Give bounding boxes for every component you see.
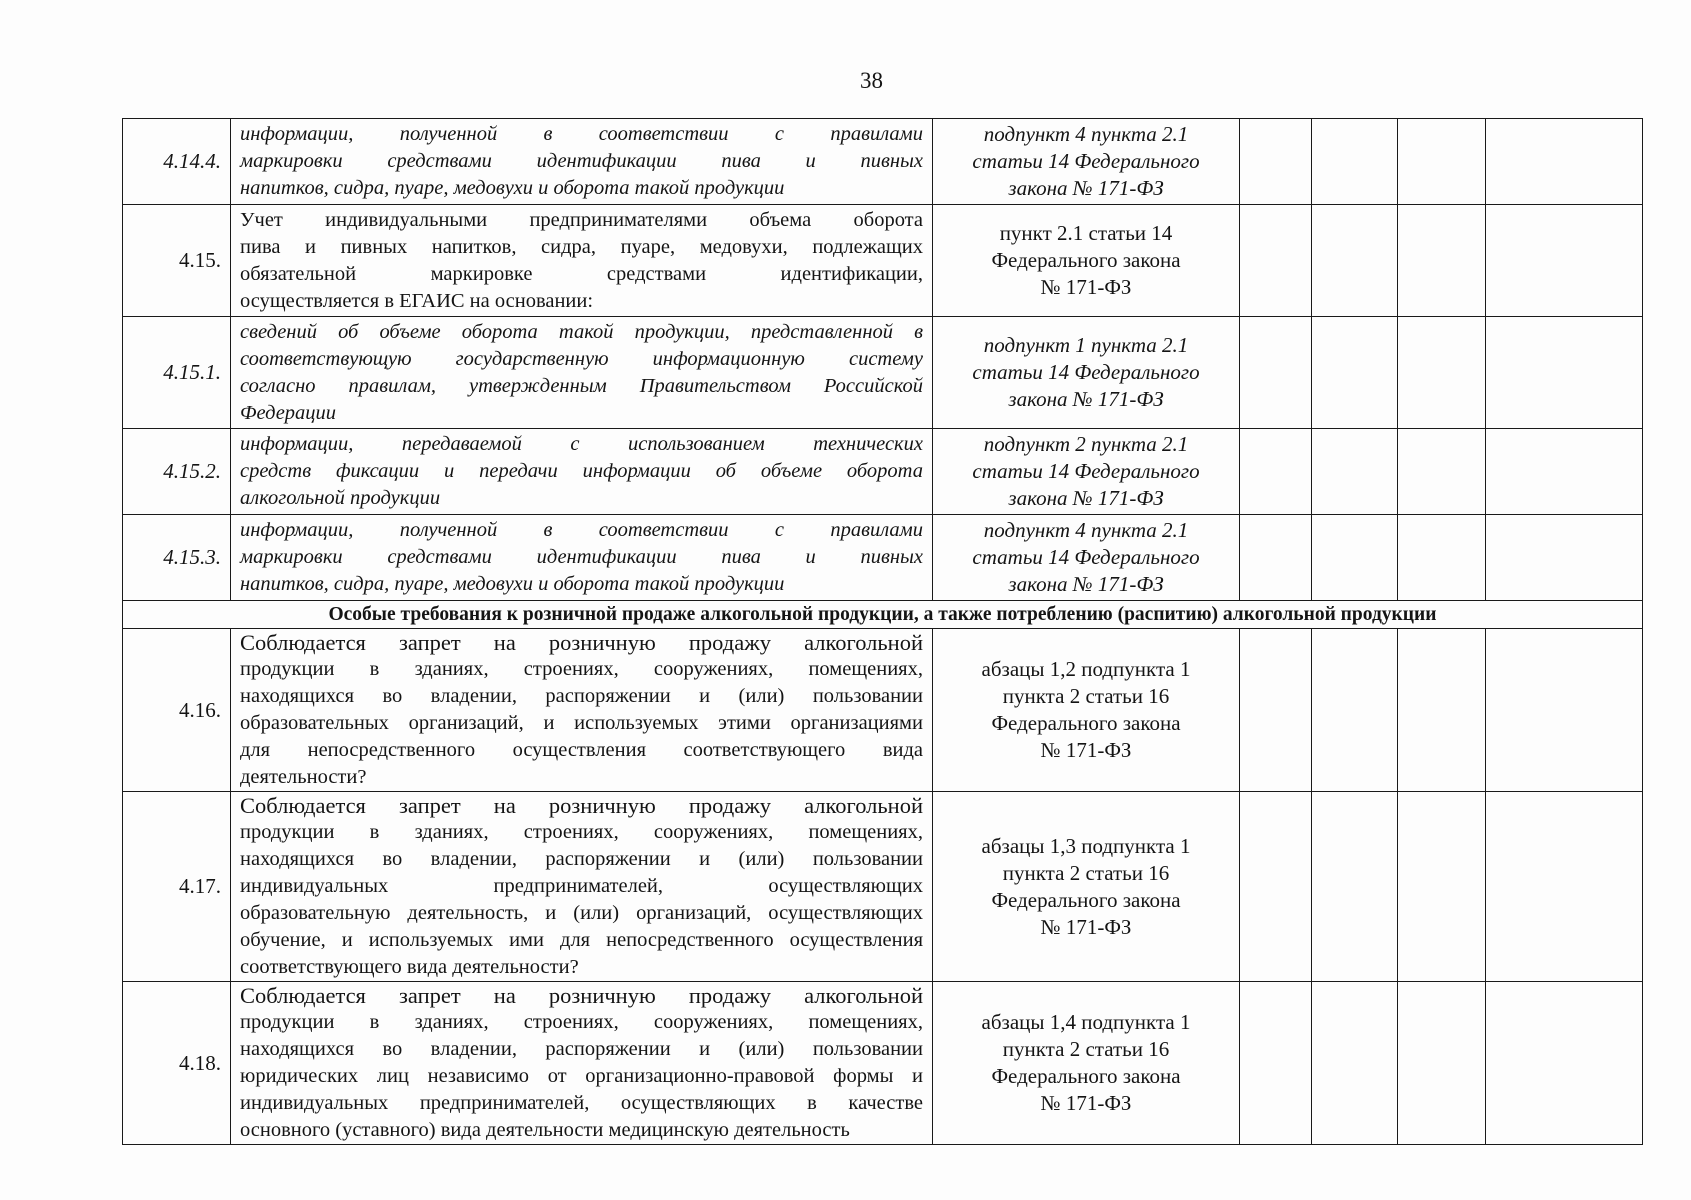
legal-reference-line: подпункт 4 пункта 2.1 [983,122,1189,146]
answer-cell[interactable] [1312,792,1398,982]
legal-reference-line: Федерального закона [991,248,1181,272]
table-row [123,429,1643,515]
legal-reference [933,205,1240,317]
requirement-line: Соблюдается запрет на розничную продажу алкогольной [240,793,923,818]
requirement-line: образовательную деятельность, и (или) организаций, осуществляющих [240,902,923,924]
requirement-line: находящихся во владении, распоряжении и (или) пользовании [240,685,923,707]
answer-cell[interactable] [1486,982,1643,1145]
requirement-line: средств фиксации и передачи информации об объеме оборота [240,460,923,482]
legal-reference-line: абзацы 1,4 подпункта 1 [981,1010,1191,1034]
requirement-line: обязательной маркировке средствами идентификации, [240,262,923,285]
requirement-line: Соблюдается запрет на розничную продажу алкогольной [240,630,923,655]
answer-cell[interactable] [1240,429,1312,515]
legal-reference-line: № 171-ФЗ [1040,1091,1132,1115]
answer-cell[interactable] [1240,792,1312,982]
requirement-line: индивидуальных предпринимателей, осуществляющих в качестве [240,1092,923,1114]
answer-cell[interactable] [1240,982,1312,1145]
legal-reference-line: № 171-ФЗ [1040,914,1132,939]
requirement-text [231,317,933,429]
legal-reference [933,317,1240,429]
requirement-line: юридических лиц независимо от организационно-правовой формы и [240,1065,923,1087]
answer-cell[interactable] [1312,429,1398,515]
answer-cell[interactable] [1486,205,1643,317]
item-number: 4.14.4. [123,119,231,205]
answer-cell[interactable] [1486,429,1643,515]
requirement-text [231,515,933,601]
legal-reference-line: статьи 14 Федерального [972,360,1200,384]
legal-reference [933,792,1240,982]
legal-reference-line: абзацы 1,3 подпункта 1 [981,833,1191,858]
requirement-line: маркировки средствами идентификации пива и пивных [240,150,923,172]
legal-reference-line: подпункт 2 пункта 2.1 [983,432,1189,456]
table-row [123,629,1643,792]
requirement-line: напитков, сидра, пуаре, медовухи и оборота такой продукции [240,177,785,199]
legal-reference-line: пункта 2 статьи 16 [1002,684,1170,708]
legal-reference-line: подпункт 1 пункта 2.1 [983,333,1189,357]
legal-reference-line: пункт 2.1 статьи 14 [999,221,1173,245]
table-row [123,515,1643,601]
requirement-line: продукции в зданиях, строениях, сооружениях, помещениях, [240,1011,923,1033]
answer-cell[interactable] [1312,317,1398,429]
legal-reference [933,629,1240,792]
answer-cell[interactable] [1398,317,1486,429]
requirement-line: напитков, сидра, пуаре, медовухи и оборота такой продукции [240,573,785,595]
answer-cell[interactable] [1398,119,1486,205]
legal-reference [933,982,1240,1145]
requirement-line: продукции в зданиях, строениях, сооружениях, помещениях, [240,821,923,843]
answer-cell[interactable] [1240,205,1312,317]
answer-cell[interactable] [1240,317,1312,429]
table-row [123,205,1643,317]
requirement-text [231,792,933,982]
page-number: 38 [860,68,883,93]
legal-reference-line: пункта 2 статьи 16 [1002,860,1170,885]
answer-cell[interactable] [1240,515,1312,601]
answer-cell[interactable] [1486,792,1643,982]
answer-cell[interactable] [1398,792,1486,982]
answer-cell[interactable] [1486,629,1643,792]
legal-reference-line: закона № 171-ФЗ [1008,176,1164,200]
legal-reference-line: Федерального закона [991,887,1181,912]
item-number: 4.18. [123,982,231,1145]
requirement-line: согласно правилам, утвержденным Правительством Российской [240,374,923,397]
requirement-line: обучение, и используемых ими для непосредственного осуществления [240,929,923,951]
legal-reference-line: пункта 2 статьи 16 [1002,1037,1170,1061]
answer-cell[interactable] [1486,119,1643,205]
legal-reference-line: Федерального закона [991,711,1181,735]
requirement-line: алкогольной продукции [240,487,441,509]
legal-reference-line: закона № 171-ФЗ [1008,486,1164,510]
requirement-line: Соблюдается запрет на розничную продажу алкогольной [240,983,923,1008]
requirement-line: маркировки средствами идентификации пива и пивных [240,546,923,568]
requirement-line: Федерации [240,401,337,424]
legal-reference-line: № 171-ФЗ [1040,275,1132,299]
legal-reference-line: статьи 14 Федерального [972,459,1200,483]
item-number: 4.16. [123,629,231,792]
legal-reference-line: абзацы 1,2 подпункта 1 [981,657,1191,681]
requirement-line: сведений об объеме оборота такой продукции, представленной в [240,320,923,343]
requirement-line: основного (уставного) вида деятельности медицинскую деятельность [240,1119,850,1141]
requirement-line: находящихся во владении, распоряжении и (или) пользовании [240,848,923,870]
requirement-line: пива и пивных напитков, сидра, пуаре, медовухи, подлежащих [240,235,923,258]
requirement-text [231,205,933,317]
answer-cell[interactable] [1240,629,1312,792]
item-number: 4.15.3. [123,515,231,601]
requirement-line: Учет индивидуальными предпринимателями объема оборота [240,208,923,231]
requirement-text [231,982,933,1145]
table-row [123,982,1643,1145]
item-number: 4.15. [123,205,231,317]
requirement-line: информации, полученной в соответствии с правилами [240,519,923,541]
table-row [123,119,1643,205]
item-number: 4.15.1. [123,317,231,429]
answer-cell[interactable] [1312,515,1398,601]
requirement-text [231,429,933,515]
answer-cell[interactable] [1312,629,1398,792]
requirement-line: информации, передаваемой с использованием технических [240,433,923,455]
table-row [123,792,1643,982]
requirement-line: соответствующего вида деятельности? [240,956,579,978]
answer-cell[interactable] [1398,629,1486,792]
answer-cell[interactable] [1398,429,1486,515]
legal-reference-line: Федерального закона [991,1064,1181,1088]
legal-reference [933,429,1240,515]
answer-cell[interactable] [1486,317,1643,429]
section-header-row [123,601,1643,629]
requirement-line: индивидуальных предпринимателей, осуществляющих [240,875,923,897]
section-title: Особые требования к розничной продаже алкогольной продукции, а также потреблению (распитию) алкогольной продукции [123,601,1643,629]
requirement-line: осуществляется в ЕГАИС на основании: [240,289,594,312]
requirement-text [231,119,933,205]
legal-reference-line: № 171-ФЗ [1040,738,1132,762]
requirement-text [231,629,933,792]
legal-reference [933,119,1240,205]
table-body [123,119,1643,1145]
legal-reference [933,515,1240,601]
answer-cell[interactable] [1398,205,1486,317]
table-row [123,317,1643,429]
answer-cell[interactable] [1312,205,1398,317]
answer-cell[interactable] [1240,119,1312,205]
answer-cell[interactable] [1486,515,1643,601]
answer-cell[interactable] [1312,982,1398,1145]
item-number: 4.15.2. [123,429,231,515]
requirement-line: для непосредственного осуществления соответствующего вида [240,739,923,761]
answer-cell[interactable] [1312,119,1398,205]
requirement-line: деятельности? [240,766,367,788]
requirement-line: находящихся во владении, распоряжении и (или) пользовании [240,1038,923,1060]
requirement-line: образовательных организаций, и используемых этими организациями [240,712,923,734]
legal-reference-line: подпункт 4 пункта 2.1 [983,518,1189,542]
requirements-table [122,118,1643,1145]
answer-cell[interactable] [1398,515,1486,601]
legal-reference-line: закона № 171-ФЗ [1008,387,1164,411]
requirement-line: информации, полученной в соответствии с правилами [240,123,923,145]
legal-reference-line: статьи 14 Федерального [972,545,1200,569]
requirement-line: продукции в зданиях, строениях, сооружениях, помещениях, [240,658,923,680]
legal-reference-line: статьи 14 Федерального [972,149,1200,173]
answer-cell[interactable] [1398,982,1486,1145]
requirement-line: соответствующую государственную информационную систему [240,347,923,370]
item-number: 4.17. [123,792,231,982]
legal-reference-line: закона № 171-ФЗ [1008,572,1164,596]
